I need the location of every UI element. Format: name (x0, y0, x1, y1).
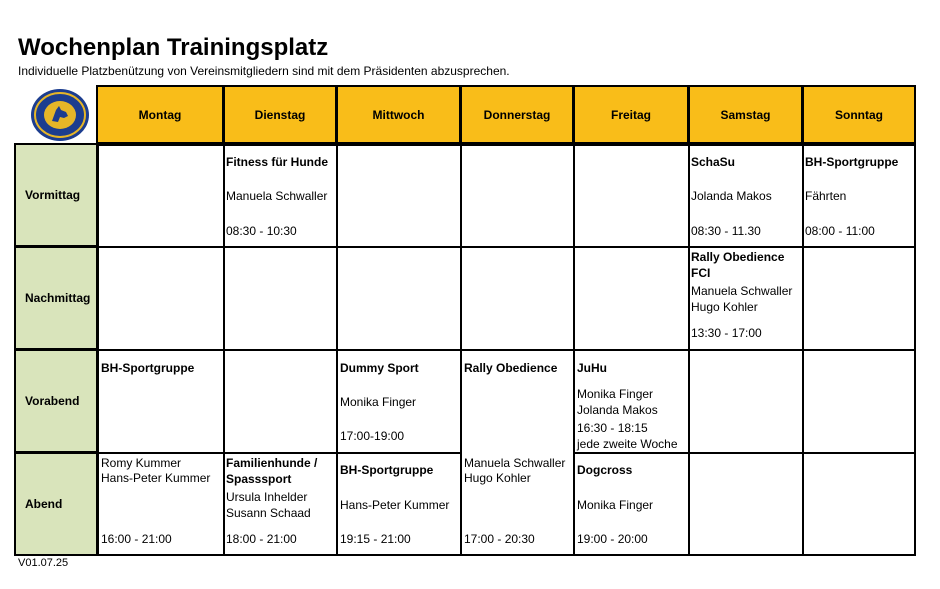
entry-time: 19:15 - 21:00 (340, 532, 411, 546)
entry-time: 16:30 - 18:15 (577, 421, 648, 435)
grid-line (802, 144, 804, 556)
entry-time: 13:30 - 17:00 (691, 326, 762, 340)
page-subtitle: Individuelle Platzbenützung von Vereinsmitgliedern sind mit dem Präsidenten abzusprechen. (18, 64, 510, 78)
period-nachmittag: Nachmittag (14, 246, 98, 350)
entry-note: jede zweite Woche (577, 437, 678, 451)
grid-line (460, 144, 462, 556)
entry-person: Monika Finger (340, 395, 417, 409)
entry-person: Hans-Peter Kummer (101, 471, 211, 485)
entry-person: Manuela Schwaller (226, 189, 328, 203)
grid-line (97, 144, 916, 146)
club-logo (30, 88, 90, 142)
grid-line (688, 144, 690, 556)
entry-person: Hans-Peter Kummer (340, 498, 450, 512)
entry-name: Rally Obedience (464, 361, 558, 375)
version-label: V01.07.25 (18, 557, 69, 569)
header-mittwoch: Mittwoch (336, 85, 461, 144)
entry-person: Jolanda Makos (691, 189, 772, 203)
header-samstag: Samstag (688, 85, 803, 144)
grid-line (97, 452, 225, 454)
entry-person: Jolanda Makos (577, 403, 658, 417)
entry-person: Monika Finger (577, 387, 654, 401)
entry-name: Familienhunde / (226, 456, 318, 470)
entry-time: 08:30 - 11.30 (691, 224, 761, 238)
period-abend: Abend (14, 452, 98, 556)
grid-line (574, 452, 916, 454)
grid-line (573, 144, 575, 556)
entry-person: Hugo Kohler (691, 300, 758, 314)
header-sonntag: Sonntag (802, 85, 916, 144)
entry-person: Monika Finger (577, 498, 654, 512)
entry-person: Romy Kummer (101, 456, 182, 470)
entry-name: Fitness für Hunde (226, 155, 329, 169)
entry-person: Hugo Kohler (464, 471, 531, 485)
entry-name: Rally Obedience (691, 250, 785, 264)
entry-name: JuHu (577, 361, 607, 375)
entry-person: Ursula Inhelder (226, 490, 308, 504)
entry-name: Spasssport (226, 472, 292, 486)
grid-line (97, 554, 916, 556)
entry-person: Susann Schaad (226, 506, 311, 520)
entry-name: BH-Sportgruppe (805, 155, 899, 169)
entry-person: Fährten (805, 189, 847, 203)
entry-time: 08:00 - 11:00 (805, 224, 875, 238)
entry-time: 19:00 - 20:00 (577, 532, 648, 546)
page-title: Wochenplan Trainingsplatz (18, 34, 329, 61)
entry-time: 17:00-19:00 (340, 429, 405, 443)
entry-name: BH-Sportgruppe (101, 361, 195, 375)
header-montag: Montag (96, 85, 224, 144)
grid-line (336, 144, 338, 556)
entry-time: 08:30 - 10:30 (226, 224, 297, 238)
entry-name: FCI (691, 266, 711, 280)
header-dienstag: Dienstag (223, 85, 337, 144)
entry-name: BH-Sportgruppe (340, 463, 434, 477)
entry-person: Manuela Schwaller (464, 456, 566, 470)
header-donnerstag: Donnerstag (460, 85, 574, 144)
entry-name: Dogcross (577, 463, 633, 477)
grid-line (224, 452, 462, 454)
entry-name: Dummy Sport (340, 361, 419, 375)
entry-time: 17:00 - 20:30 (464, 532, 535, 546)
entry-time: 18:00 - 21:00 (226, 532, 297, 546)
entry-name: SchaSu (691, 155, 736, 169)
grid-line (914, 144, 916, 556)
grid-line (97, 144, 99, 556)
grid-line (97, 349, 916, 351)
period-vormittag: Vormittag (14, 143, 98, 247)
grid-line (223, 144, 225, 556)
entry-time: 16:00 - 21:00 (101, 532, 172, 546)
entry-person: Manuela Schwaller (691, 284, 793, 298)
grid-line (97, 246, 916, 248)
period-vorabend: Vorabend (14, 349, 98, 453)
header-freitag: Freitag (573, 85, 689, 144)
